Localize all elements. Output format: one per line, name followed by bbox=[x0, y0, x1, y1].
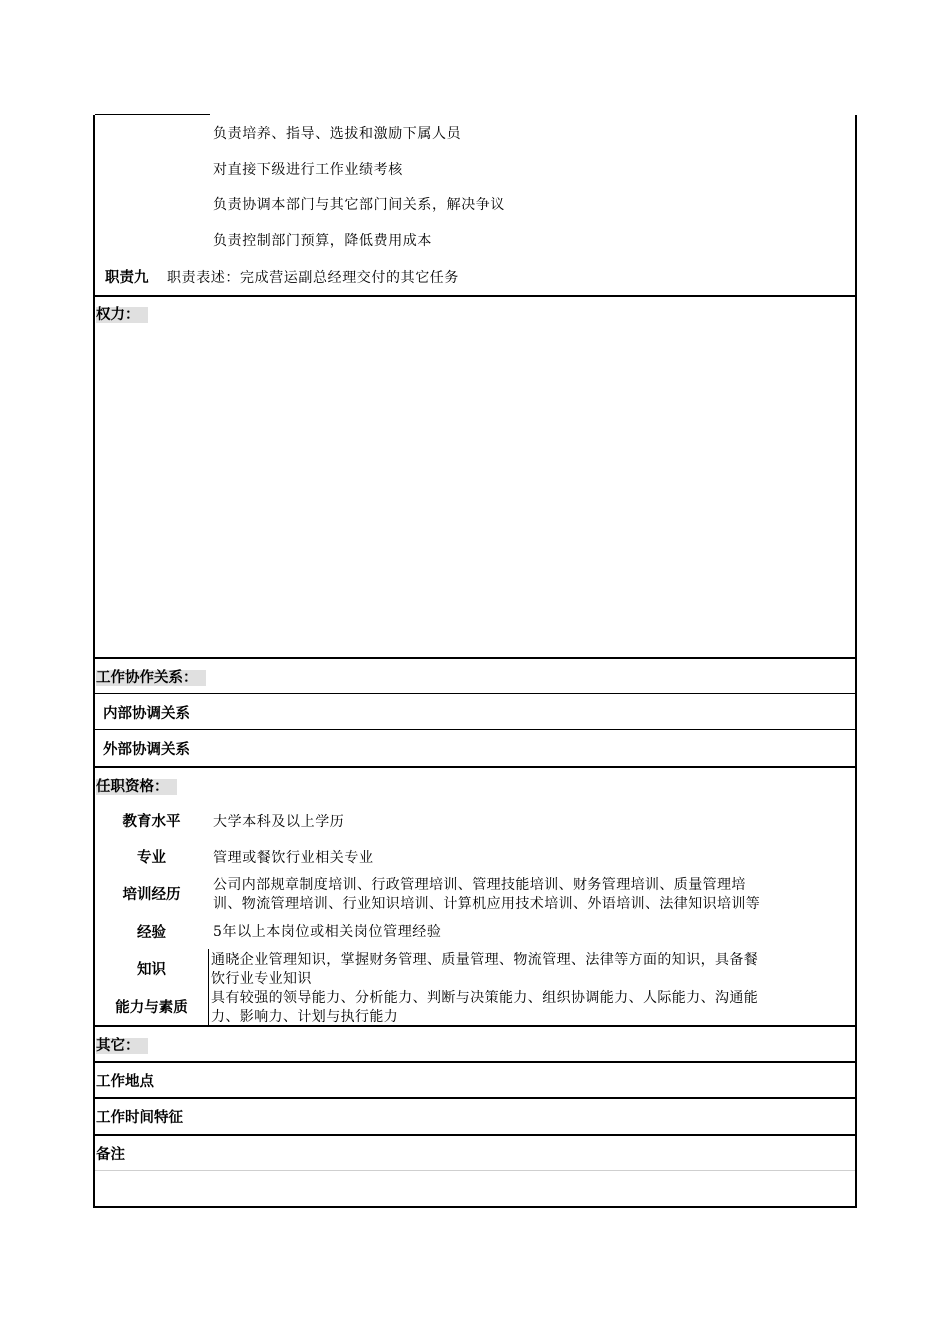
qual-label-training: 培训经历 bbox=[122, 887, 181, 903]
qual-value-knowledge-line2: 饮行业专业知识 bbox=[211, 971, 312, 987]
table-right-border bbox=[855, 115, 857, 1208]
column-divider bbox=[208, 949, 209, 1026]
collaboration-title-wrap bbox=[96, 670, 206, 686]
qualifications-title-wrap bbox=[96, 779, 177, 795]
other-title-wrap bbox=[96, 1038, 148, 1054]
qual-label-ability: 能力与素质 bbox=[115, 1000, 188, 1016]
duty-item: 对直接下级进行工作业绩考核 bbox=[213, 162, 403, 178]
powers-title-wrap bbox=[96, 307, 148, 323]
duty9-label: 职责九 bbox=[105, 270, 149, 286]
collaboration-title: 工作协作关系： bbox=[96, 670, 206, 686]
qual-label-knowledge: 知识 bbox=[137, 962, 166, 978]
external-coordination-label: 外部协调关系 bbox=[103, 742, 190, 758]
qual-label-experience: 经验 bbox=[137, 925, 166, 941]
row-divider bbox=[93, 1134, 857, 1136]
duty-item: 负责培养、指导、选拔和激励下属人员 bbox=[213, 126, 462, 142]
qual-value-knowledge-line1: 通晓企业管理知识，掌握财务管理、质量管理、物流管理、法律等方面的知识，具备餐 bbox=[211, 952, 759, 968]
section-divider bbox=[93, 295, 857, 297]
table-left-border bbox=[93, 115, 95, 1208]
duty-item: 负责协调本部门与其它部门间关系，解决争议 bbox=[213, 197, 505, 213]
cell-top-border bbox=[95, 114, 210, 115]
qual-value-experience: 5年以上本岗位或相关岗位管理经验 bbox=[213, 924, 442, 940]
work-location-label: 工作地点 bbox=[96, 1074, 154, 1090]
qual-label-major: 专业 bbox=[137, 850, 166, 866]
other-title: 其它： bbox=[96, 1038, 148, 1054]
row-divider bbox=[93, 1097, 857, 1099]
section-divider bbox=[93, 1025, 857, 1027]
work-time-label: 工作时间特征 bbox=[96, 1110, 183, 1126]
row-divider bbox=[93, 693, 857, 694]
row-divider bbox=[93, 729, 857, 730]
qual-value-major: 管理或餐饮行业相关专业 bbox=[213, 850, 374, 866]
qual-value-ability-line1: 具有较强的领导能力、分析能力、判断与决策能力、组织协调能力、人际能力、沟通能 bbox=[211, 990, 759, 1006]
table-bottom-border bbox=[93, 1206, 857, 1208]
duty-item: 负责控制部门预算，降低费用成本 bbox=[213, 233, 432, 249]
qual-value-education: 大学本科及以上学历 bbox=[213, 814, 345, 830]
qualifications-title: 任职资格： bbox=[96, 779, 177, 795]
qual-value-ability-line2: 力、影响力、计划与执行能力 bbox=[211, 1009, 399, 1025]
remarks-label: 备注 bbox=[96, 1147, 125, 1163]
duty9-text: 职责表述：完成营运副总经理交付的其它任务 bbox=[167, 270, 459, 286]
section-divider bbox=[93, 766, 857, 768]
qual-value-training-line1: 公司内部规章制度培训、行政管理培训、管理技能培训、财务管理培训、质量管理培 bbox=[213, 877, 746, 893]
section-divider bbox=[93, 657, 857, 659]
row-divider bbox=[93, 1061, 857, 1063]
remarks-divider bbox=[95, 1170, 855, 1171]
qual-label-education: 教育水平 bbox=[122, 814, 181, 830]
qual-value-training-line2: 训、物流管理培训、行业知识培训、计算机应用技术培训、外语培训、法律知识培训等 bbox=[213, 896, 761, 912]
powers-title: 权力： bbox=[96, 307, 148, 323]
internal-coordination-label: 内部协调关系 bbox=[103, 706, 190, 722]
